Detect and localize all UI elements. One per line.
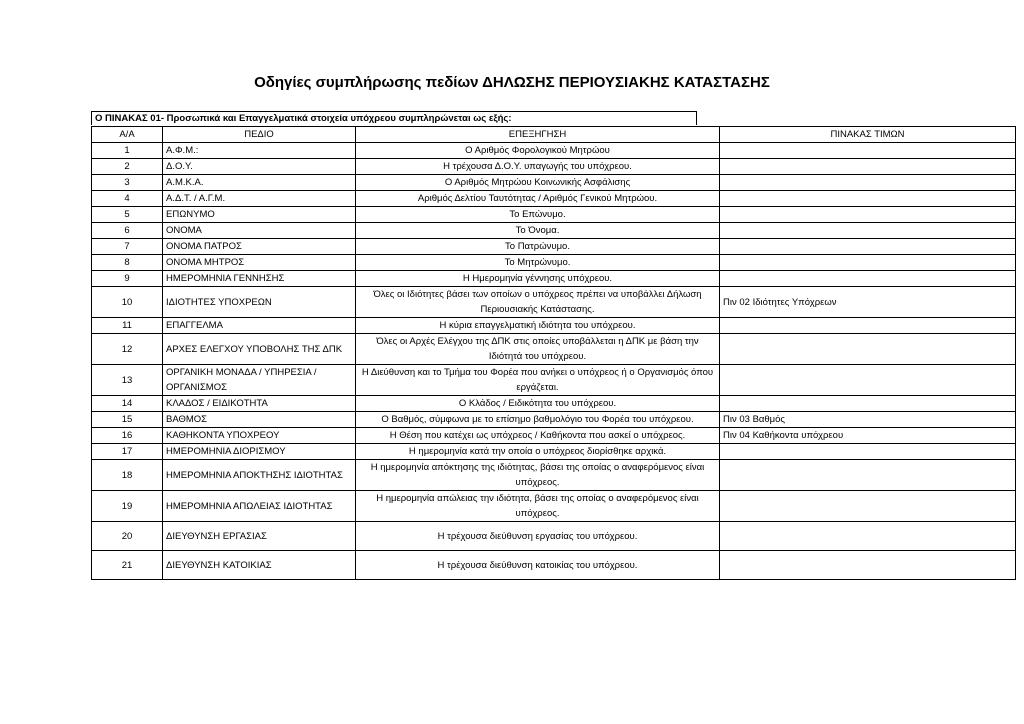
row-explanation: Όλες οι Αρχές Ελέγχου της ΔΠΚ στις οποίες υποβάλλεται η ΔΠΚ με βάση την Ιδιότητά του υπόχρεου. [356, 334, 720, 365]
table-row [92, 318, 1016, 334]
row-field-name: ΙΔΙΟΤΗΤΕΣ ΥΠΟΧΡΕΩΝ [163, 287, 356, 318]
row-field-name: ΕΠΩΝΥΜΟ [163, 207, 356, 223]
row-number: 18 [92, 460, 163, 491]
row-number: 21 [92, 551, 163, 580]
row-values-table [720, 159, 1016, 175]
row-explanation: Η Διεύθυνση και το Τμήμα του Φορέα που ανήκει ο υπόχρεος ή ο Οργανισμός όπου εργάζεται. [356, 365, 720, 396]
row-field-name: ΟΝΟΜΑ ΠΑΤΡΟΣ [163, 239, 356, 255]
row-explanation: Το Όνομα. [356, 223, 720, 239]
row-number: 6 [92, 223, 163, 239]
row-number: 16 [92, 428, 163, 444]
row-number: 15 [92, 412, 163, 428]
row-number: 11 [92, 318, 163, 334]
row-number: 2 [92, 159, 163, 175]
table-row [92, 287, 1016, 318]
row-values-table [720, 271, 1016, 287]
row-explanation: Η τρέχουσα Δ.Ο.Υ. υπαγωγής του υπόχρεου. [356, 159, 720, 175]
row-explanation: Η ημερομηνία απώλειας την ιδιότητα, βάσει της οποίας ο αναφερόμενος είναι υπόχρεος. [356, 491, 720, 522]
row-explanation: Η τρέχουσα διεύθυνση εργασίας του υπόχρεου. [356, 522, 720, 551]
row-number: 14 [92, 396, 163, 412]
row-number: 9 [92, 271, 163, 287]
row-field-name: Α.Μ.Κ.Α. [163, 175, 356, 191]
table-caption: Ο ΠΙΝΑΚΑΣ 01- Προσωπικά και Επαγγελματικά στοιχεία υπόχρεου συμπληρώνεται ως εξής: [91, 111, 697, 125]
table-row [92, 412, 1016, 428]
row-explanation: Ο Αριθμός Μητρώου Κοινωνικής Ασφάλισης [356, 175, 720, 191]
table-row [92, 223, 1016, 239]
table-row [92, 143, 1016, 159]
table-row [92, 444, 1016, 460]
column-header-field: ΠΕΔΙΟ [163, 127, 356, 143]
row-number: 3 [92, 175, 163, 191]
row-field-name: ΚΑΘΗΚΟΝΤΑ ΥΠΟΧΡΕΟΥ [163, 428, 356, 444]
row-values-table [720, 396, 1016, 412]
row-field-name: Α.Δ.Τ. / Α.Γ.Μ. [163, 191, 356, 207]
row-values-table: Πιν 04 Καθήκοντα υπόχρεου [720, 428, 1016, 444]
table-row [92, 460, 1016, 491]
row-field-name: ΕΠΑΓΓΕΛΜΑ [163, 318, 356, 334]
table-header-row [92, 127, 1016, 143]
row-explanation: Η ημερομηνία κατά την οποία ο υπόχρεος διορίσθηκε αρχικά. [356, 444, 720, 460]
row-explanation: Ο Κλάδος / Ειδικότητα του υπόχρεου. [356, 396, 720, 412]
row-field-name: ΔΙΕΥΘΥΝΣΗ ΚΑΤΟΙΚΙΑΣ [163, 551, 356, 580]
row-explanation: Η ημερομηνία απόκτησης της ιδιότητας, βάσει της οποίας ο αναφερόμενος είναι υπόχρεος. [356, 460, 720, 491]
row-number: 10 [92, 287, 163, 318]
row-field-name: ΟΡΓΑΝΙΚΗ ΜΟΝΑΔΑ / ΥΠΗΡΕΣΙΑ / ΟΡΓΑΝΙΣΜΟΣ [163, 365, 356, 396]
table-row [92, 175, 1016, 191]
row-values-table [720, 334, 1016, 365]
row-explanation: Αριθμός Δελτίου Ταυτότητας / Αριθμός Γενικού Μητρώου. [356, 191, 720, 207]
row-field-name: ΟΝΟΜΑ ΜΗΤΡΟΣ [163, 255, 356, 271]
row-explanation: Η κύρια επαγγελματική ιδιότητα του υπόχρεου. [356, 318, 720, 334]
table-row [92, 365, 1016, 396]
row-explanation: Η Θέση που κατέχει ως υπόχρεος / Καθήκοντα που ασκεί ο υπόχρεος. [356, 428, 720, 444]
row-number: 8 [92, 255, 163, 271]
row-values-table [720, 223, 1016, 239]
table-row [92, 191, 1016, 207]
row-field-name: ΗΜΕΡΟΜΗΝΙΑ ΓΕΝΝΗΣΗΣ [163, 271, 356, 287]
row-values-table [720, 522, 1016, 551]
row-field-name: ΑΡΧΕΣ ΕΛΕΓΧΟΥ ΥΠΟΒΟΛΗΣ ΤΗΣ ΔΠΚ [163, 334, 356, 365]
row-field-name: ΗΜΕΡΟΜΗΝΙΑ ΑΠΩΛΕΙΑΣ ΙΔΙΟΤΗΤΑΣ [163, 491, 356, 522]
row-field-name: Δ.Ο.Υ. [163, 159, 356, 175]
column-header-values-table: ΠΙΝΑΚΑΣ ΤΙΜΩΝ [720, 127, 1016, 143]
row-values-table [720, 239, 1016, 255]
row-values-table: Πιν 03 Βαθμός [720, 412, 1016, 428]
row-values-table [720, 207, 1016, 223]
row-number: 13 [92, 365, 163, 396]
row-number: 20 [92, 522, 163, 551]
row-field-name: ΟΝΟΜΑ [163, 223, 356, 239]
row-values-table: Πιν 02 Ιδιότητες Υπόχρεων [720, 287, 1016, 318]
table-row [92, 159, 1016, 175]
row-field-name: ΚΛΑΔΟΣ / ΕΙΔΙΚΟΤΗΤΑ [163, 396, 356, 412]
page-title: Οδηγίες συμπλήρωσης πεδίων ΔΗΛΩΣΗΣ ΠΕΡΙΟΥΣΙΑΚΗΣ ΚΑΤΑΣΤΑΣΗΣ [254, 74, 770, 91]
table-row [92, 255, 1016, 271]
row-explanation: Η τρέχουσα διεύθυνση κατοικίας του υπόχρεου. [356, 551, 720, 580]
row-number: 19 [92, 491, 163, 522]
instructions-table [91, 126, 1016, 580]
row-explanation: Ο Αριθμός Φορολογικού Μητρώου [356, 143, 720, 159]
column-header-aa: Α/Α [92, 127, 163, 143]
row-number: 5 [92, 207, 163, 223]
row-explanation: Το Επώνυμο. [356, 207, 720, 223]
row-values-table [720, 551, 1016, 580]
row-values-table [720, 175, 1016, 191]
row-number: 7 [92, 239, 163, 255]
row-explanation: Το Μητρώνυμο. [356, 255, 720, 271]
row-explanation: Όλες οι Ιδιότητες βάσει των οποίων ο υπόχρεος πρέπει να υποβάλλει Δήλωση Περιουσιακής Κατάστασης. [356, 287, 720, 318]
row-values-table [720, 460, 1016, 491]
table-row [92, 522, 1016, 551]
row-number: 17 [92, 444, 163, 460]
row-field-name: ΗΜΕΡΟΜΗΝΙΑ ΑΠΟΚΤΗΣΗΣ ΙΔΙΟΤΗΤΑΣ [163, 460, 356, 491]
table-row [92, 239, 1016, 255]
row-field-name: ΗΜΕΡΟΜΗΝΙΑ ΔΙΟΡΙΣΜΟΥ [163, 444, 356, 460]
row-explanation: Ο Βαθμός, σύμφωνα με το επίσημο βαθμολόγιο του Φορέα του υπόχρεου. [356, 412, 720, 428]
table-row [92, 334, 1016, 365]
table-row [92, 551, 1016, 580]
row-values-table [720, 318, 1016, 334]
table-row [92, 271, 1016, 287]
row-values-table [720, 143, 1016, 159]
row-values-table [720, 255, 1016, 271]
row-explanation: Η Ημερομηνία γέννησης υπόχρεου. [356, 271, 720, 287]
row-values-table [720, 365, 1016, 396]
row-field-name: ΔΙΕΥΘΥΝΣΗ ΕΡΓΑΣΙΑΣ [163, 522, 356, 551]
row-number: 12 [92, 334, 163, 365]
row-explanation: Το Πατρώνυμο. [356, 239, 720, 255]
table-row [92, 207, 1016, 223]
table-row [92, 428, 1016, 444]
row-values-table [720, 191, 1016, 207]
column-header-explanation: ΕΠΕΞΗΓΗΣΗ [356, 127, 720, 143]
table-row [92, 396, 1016, 412]
row-values-table [720, 444, 1016, 460]
row-field-name: Α.Φ.Μ.: [163, 143, 356, 159]
row-field-name: ΒΑΘΜΟΣ [163, 412, 356, 428]
row-number: 4 [92, 191, 163, 207]
row-values-table [720, 491, 1016, 522]
row-number: 1 [92, 143, 163, 159]
table-row [92, 491, 1016, 522]
